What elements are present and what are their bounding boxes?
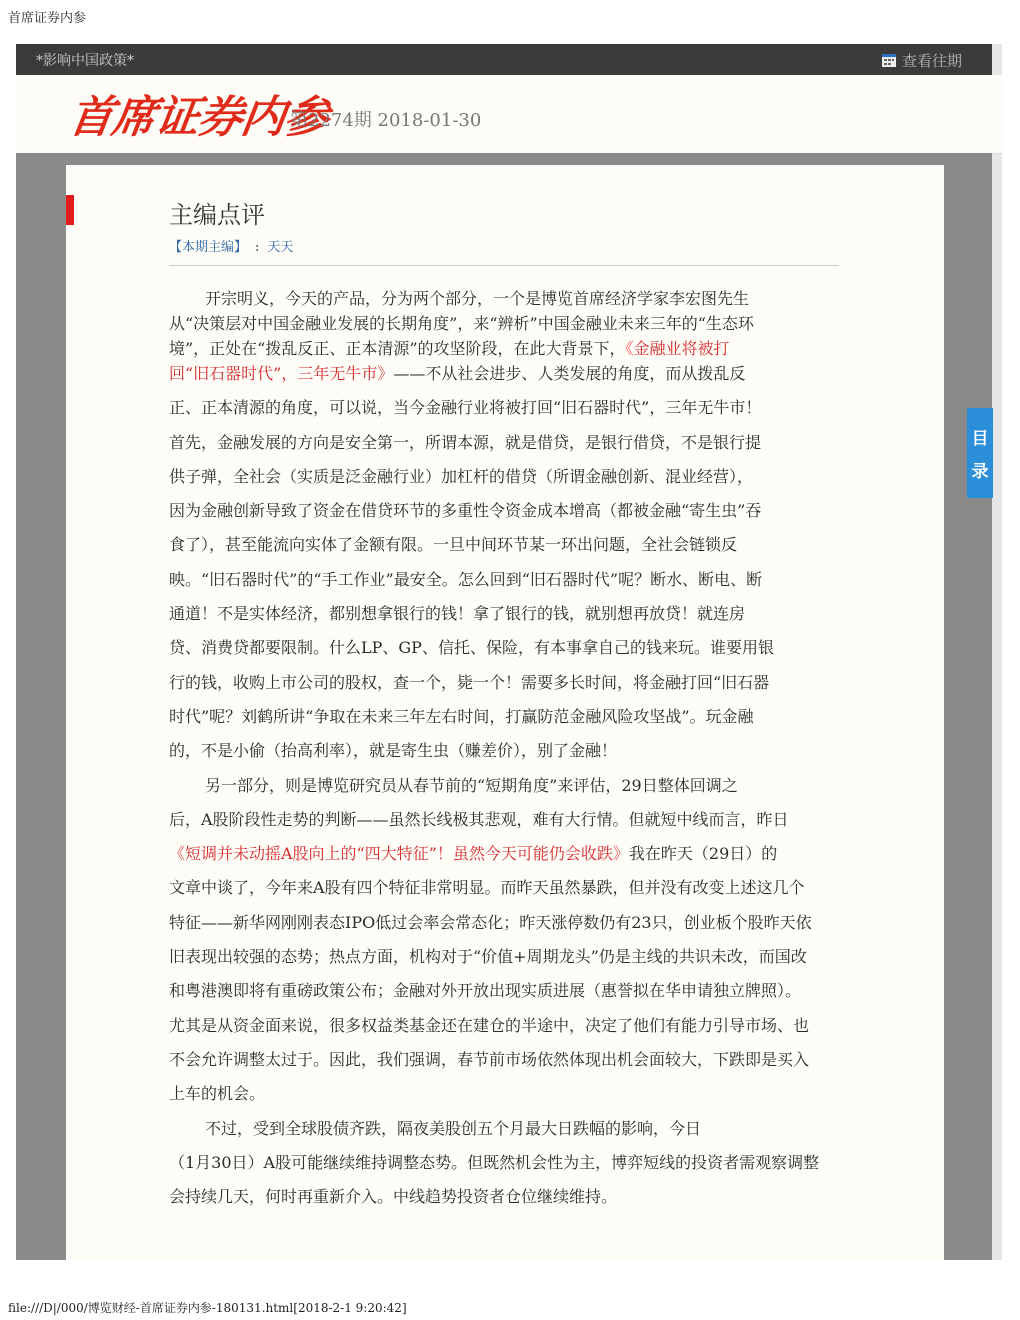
body-line — [169, 363, 841, 397]
body-text-span: 供子弹，全社会（实质是泛金融行业）加杠杆的借贷（所谓金融创新、混业经营）， — [169, 466, 754, 486]
view-archive-link[interactable] — [882, 50, 962, 71]
body-text-span: （1月30日）A股可能继续维持调整态势。但既然机会性为主，博弈短线的投资者需观察调整 — [169, 1152, 820, 1172]
body-text-span: 境”，正处在“拨乱反正、正本清源”的攻坚阶段，在此大背景下， — [169, 339, 626, 358]
article-body — [169, 288, 841, 1220]
article-link[interactable]: 《短调并未动摇A股向上的“四大特征”！虽然今天可能仍会收跌》 — [169, 844, 629, 864]
body-text-span: 另一部分，则是博览研究员从春节前的“短期角度”来评估，29日整体回调之 — [205, 775, 738, 795]
body-line — [169, 1049, 841, 1083]
body-text-span: 的，不是小偷（抬高利率），就是寄生虫（赚差价），别了金融！ — [169, 741, 618, 761]
print-header: 首席证券内参 — [8, 11, 87, 26]
top-bar — [16, 44, 992, 75]
body-line — [169, 740, 841, 774]
body-line — [169, 1083, 841, 1117]
body-line — [169, 775, 841, 809]
body-line — [169, 288, 841, 313]
title-divider — [169, 265, 839, 266]
body-text-span: 正、正本清源的角度，可以说，当今金融行业将被打回“旧石器时代”，三年无牛市！ — [169, 398, 762, 418]
body-text-span: 不过，受到全球股债齐跌，隔夜美股创五个月最大日跌幅的影响，今日 — [205, 1118, 702, 1138]
section-marker — [66, 195, 74, 225]
body-line — [169, 569, 841, 603]
body-text-span: 和粤港澳即将有重磅政策公布；金融对外开放出现实质进展（惠誉拟在华申请独立牌照）。 — [169, 981, 802, 1001]
site-logo[interactable]: 首席证券内参 — [65, 92, 331, 143]
right-scroll-strip — [992, 44, 1002, 1260]
body-text-span: 映。“旧石器时代”的“手工作业”最安全。怎么回到“旧石器时代”呢？断水、断电、断 — [169, 569, 763, 589]
body-line — [169, 397, 841, 431]
article-title: 主编点评 — [169, 201, 265, 229]
slogan: *影响中国政策* — [36, 53, 134, 69]
body-line — [169, 1152, 841, 1186]
print-footer: file:///D|/000/博览财经-首席证券内参-180131.html[2018-2-1 9:20:42] — [8, 1301, 407, 1315]
body-line — [169, 672, 841, 706]
body-line — [169, 809, 841, 843]
issue-info: 第2274期 2018-01-30 — [290, 110, 482, 131]
body-line — [169, 432, 841, 466]
body-text-span: 不会允许调整太过于。因此，我们强调，春节前市场依然体现出机会面较大，下跌即是买入 — [169, 1049, 810, 1069]
body-text-span: 贷、消费贷都要限制。什么LP、GP、信托、保险，有本事拿自己的钱来玩。谁要用银 — [169, 638, 774, 658]
calendar-icon — [882, 54, 896, 67]
body-line — [169, 980, 841, 1014]
masthead — [16, 75, 1003, 154]
body-text-span: 首先，金融发展的方向是安全第一，所谓本源，就是借贷，是银行借贷，不是银行提 — [169, 432, 762, 452]
body-text-span: 会持续几天，何时再重新介入。中线趋势投资者仓位继续维持。 — [169, 1187, 618, 1207]
editor-name[interactable]: 天天 — [267, 240, 294, 255]
body-line — [169, 603, 841, 637]
body-line — [169, 1186, 841, 1220]
article-link[interactable]: 回“旧石器时代”，三年无牛市》 — [169, 364, 394, 383]
body-line — [169, 466, 841, 500]
body-line — [169, 500, 841, 534]
editor-line — [169, 236, 293, 255]
body-line — [169, 706, 841, 740]
body-line — [169, 1118, 841, 1152]
body-text-span: 开宗明义，今天的产品，分为两个部分，一个是博览首席经济学家李宏图先生 — [205, 289, 750, 308]
body-text-span: 上车的机会。 — [169, 1084, 266, 1104]
body-line — [169, 1015, 841, 1049]
body-text-span: 特征——新华网刚刚表态IPO低过会率会常态化；昨天涨停数仍有23只，创业板个股昨天依 — [169, 912, 812, 932]
body-line — [169, 637, 841, 671]
body-text-span: 文章中谈了，今年来A股有四个特征非常明显。而昨天虽然暴跌，但并没有改变上述这几个 — [169, 878, 805, 898]
table-of-contents-button[interactable] — [967, 408, 993, 498]
toc-char-1: 目 — [971, 429, 989, 449]
body-text-span: 旧表现出较强的态势；热点方面，机构对于“价值+周期龙头”仍是主线的共识未改，而国改 — [169, 947, 807, 967]
body-text-span: 因为金融创新导致了资金在借贷环节的多重性令资金成本增高（都被金融“寄生虫”吞 — [169, 501, 762, 521]
body-line — [169, 338, 841, 363]
body-line — [169, 534, 841, 568]
body-text-span: 我在昨天（29日）的 — [628, 844, 778, 864]
body-text-span: 尤其是从资金面来说，很多权益类基金还在建仓的半途中，决定了他们有能力引导市场、也 — [169, 1015, 810, 1035]
body-line — [169, 946, 841, 980]
body-line — [169, 843, 841, 877]
body-line — [169, 877, 841, 911]
body-text-span: 时代”呢？刘鹤所讲“争取在未来三年左右时间，打赢防范金融风险攻坚战”。玩金融 — [169, 706, 754, 726]
body-text-span: ——不从社会进步、人类发展的角度，而从拨乱反 — [393, 364, 746, 383]
view-archive-label: 查看往期 — [901, 52, 962, 70]
body-text-span: 食了），甚至能流向实体了金额有限。一旦中间环节某一环出问题，全社会链锁反 — [169, 535, 738, 555]
editor-label: 【本期主编】 — [169, 240, 248, 255]
article-link[interactable]: 《金融业将被打 — [625, 339, 730, 358]
toc-char-2: 录 — [971, 462, 989, 482]
editor-colon: : — [255, 240, 260, 255]
body-text-span: 从“决策层对中国金融业发展的长期角度”，来“辨析”中国金融业未来三年的“生态环 — [169, 314, 754, 333]
body-text-span: 后，A股阶段性走势的判断——虽然长线极其悲观，难有大行情。但就短中线而言，昨日 — [169, 809, 789, 829]
body-text-span: 通道！不是实体经济，都别想拿银行的钱！拿了银行的钱，就别想再放贷！就连房 — [169, 604, 746, 624]
body-line — [169, 313, 841, 338]
body-line — [169, 912, 841, 946]
body-text-span: 行的钱，收购上市公司的股权，查一个，毙一个！需要多长时间，将金融打回“旧石器 — [169, 672, 770, 692]
